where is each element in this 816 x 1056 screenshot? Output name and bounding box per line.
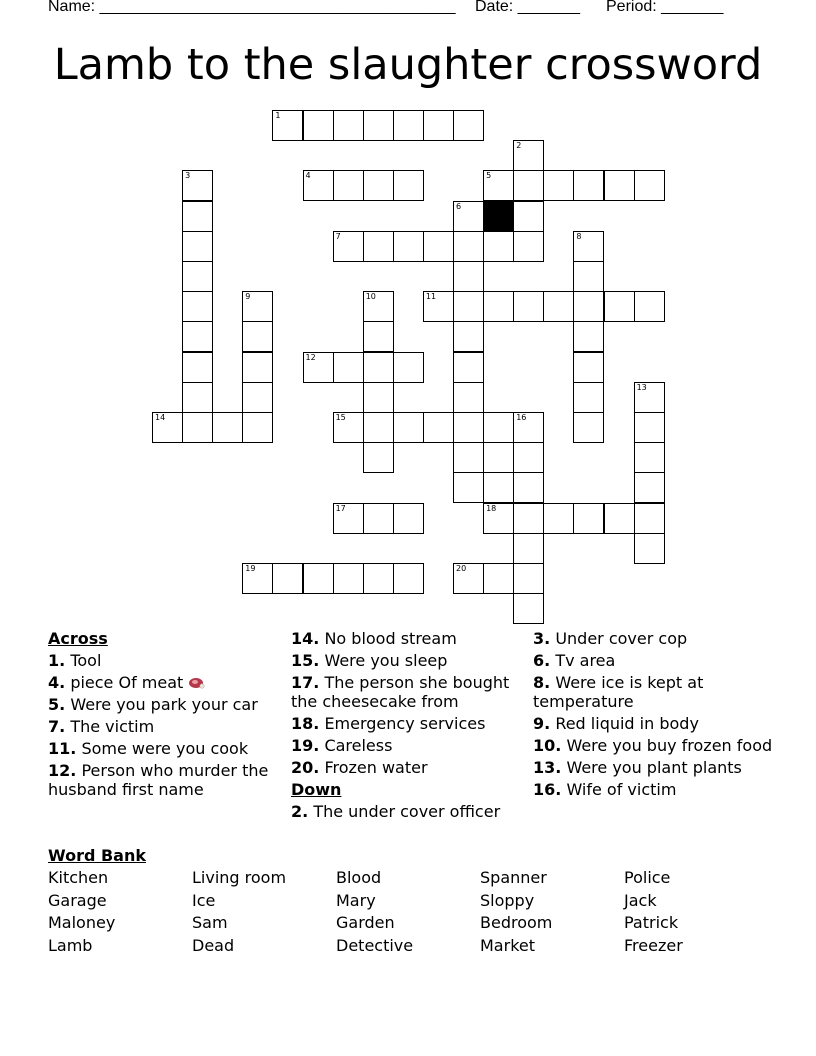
- word-bank-item: Dead: [192, 936, 235, 956]
- clue-number: 12.: [48, 761, 77, 780]
- crossword-cell[interactable]: [453, 201, 484, 232]
- crossword-cell[interactable]: [453, 563, 484, 594]
- clue-number-label: 5: [486, 171, 492, 181]
- clue-across-5: [48, 695, 280, 714]
- clue-number: 16.: [533, 780, 562, 799]
- word-bank-item: Market: [480, 936, 535, 956]
- word-bank-item: Maloney: [48, 913, 116, 933]
- word-bank-item: Sloppy: [480, 890, 535, 910]
- crossword-cell[interactable]: [513, 503, 544, 534]
- crossword-cell[interactable]: [363, 291, 394, 322]
- crossword-cell[interactable]: [393, 503, 424, 534]
- crossword-cell[interactable]: [513, 201, 544, 232]
- clue-text: Tv area: [555, 651, 616, 670]
- crossword-cell[interactable]: [604, 291, 635, 322]
- clue-number-label: 1: [275, 111, 281, 120]
- clue-text: The under cover officer: [313, 802, 501, 821]
- crossword-cell[interactable]: [152, 412, 183, 443]
- crossword-cell[interactable]: [242, 291, 273, 322]
- clue-text: Frozen water: [324, 758, 428, 777]
- clue-number: 3.: [533, 629, 551, 648]
- crossword-cell[interactable]: [363, 563, 394, 594]
- clue-text: Red liquid in body: [555, 714, 699, 733]
- crossword-cell[interactable]: [272, 110, 303, 141]
- crossword-cell[interactable]: [333, 563, 364, 594]
- crossword-cell[interactable]: [182, 261, 213, 292]
- clue-across-7: [48, 717, 280, 736]
- clue-number: 20.: [291, 758, 320, 777]
- word-bank-item: Police: [624, 868, 671, 887]
- word-bank-item: Garden: [336, 913, 395, 933]
- word-bank-title: Word Bank: [48, 846, 147, 865]
- word-bank-item: Detective: [336, 936, 414, 956]
- across-heading: Across: [48, 629, 108, 648]
- crossword-cell[interactable]: [453, 110, 484, 141]
- crossword-cell[interactable]: [182, 231, 213, 262]
- word-bank-item: Ice: [192, 890, 216, 910]
- crossword-cell[interactable]: [363, 352, 394, 383]
- clue-number: 1.: [48, 651, 66, 670]
- crossword-cell[interactable]: [182, 352, 213, 383]
- clue-across-17: [291, 673, 523, 711]
- crossword-cell[interactable]: [393, 170, 424, 201]
- word-bank-item: Sam: [192, 913, 228, 933]
- crossword-cell[interactable]: [513, 472, 544, 503]
- crossword-cell[interactable]: [303, 563, 334, 594]
- crossword-cell[interactable]: [543, 291, 574, 322]
- clue-number: 2.: [291, 802, 309, 821]
- crossword-cell[interactable]: [483, 231, 514, 262]
- clues-column-2: [291, 629, 523, 824]
- clue-number: 15.: [291, 651, 320, 670]
- word-bank-item: Living room: [192, 868, 287, 887]
- crossword-cell[interactable]: [573, 231, 604, 262]
- crossword-cell[interactable]: [333, 412, 364, 443]
- crossword-cell[interactable]: [363, 503, 394, 534]
- clue-number-label: 4: [305, 171, 311, 181]
- crossword-cell[interactable]: [513, 170, 544, 201]
- crossword-cell[interactable]: [182, 170, 213, 201]
- word-bank-item: Lamb: [48, 936, 93, 956]
- crossword-cell[interactable]: [393, 352, 424, 383]
- clue-number: 14.: [291, 629, 320, 648]
- clue-number: 4.: [48, 673, 66, 692]
- clue-number-label: 8: [576, 231, 582, 241]
- crossword-cell[interactable]: [483, 503, 514, 534]
- clue-text: Under cover cop: [555, 629, 688, 648]
- clue-down-3: [533, 629, 773, 648]
- word-bank-item: Patrick: [624, 913, 679, 933]
- clue-text: The person she bought the cheesecake from: [291, 673, 510, 711]
- clue-number: 10.: [533, 736, 562, 755]
- crossword-cell[interactable]: [242, 321, 273, 352]
- crossword-cell[interactable]: [393, 412, 424, 443]
- clue-number-label: 2: [516, 141, 522, 151]
- crossword-cell[interactable]: [513, 231, 544, 262]
- crossword-cell[interactable]: [453, 291, 484, 322]
- crossword-cell[interactable]: [182, 382, 213, 413]
- clue-number-label: 19: [245, 564, 256, 573]
- crossword-cell[interactable]: [423, 291, 454, 322]
- clue-down-2: [291, 802, 523, 821]
- crossword-cell[interactable]: [333, 352, 364, 383]
- clue-number-label: 7: [335, 231, 341, 241]
- clue-text: Were ice is kept at temperature: [533, 673, 704, 711]
- crossword-cell[interactable]: [212, 412, 243, 443]
- clues-column-3: [533, 629, 773, 802]
- crossword-cell[interactable]: [423, 110, 454, 141]
- clue-across-20: [291, 758, 523, 777]
- clue-down-16: [533, 780, 773, 799]
- clue-text: Careless: [324, 736, 393, 755]
- word-bank-item: Spanner: [480, 868, 547, 887]
- crossword-cell[interactable]: [453, 261, 484, 292]
- clue-number-label: 9: [245, 292, 251, 302]
- word-bank-item: Mary: [336, 890, 376, 910]
- crossword-cell[interactable]: [363, 382, 394, 413]
- crossword-cell[interactable]: [453, 231, 484, 262]
- name-field[interactable]: Name: ________________________________________: [48, 0, 456, 15]
- clue-number-label: 12: [305, 352, 316, 362]
- crossword-cell[interactable]: [303, 352, 334, 383]
- clue-down-9: [533, 714, 773, 733]
- crossword-cell[interactable]: [573, 170, 604, 201]
- clue-text: Were you park your car: [70, 695, 258, 714]
- clue-number-label: 3: [185, 171, 191, 181]
- clue-text: Were you sleep: [324, 651, 448, 670]
- crossword-cell[interactable]: [543, 503, 574, 534]
- clue-across-18: [291, 714, 523, 733]
- crossword-cell[interactable]: [483, 563, 514, 594]
- crossword-cell[interactable]: [573, 503, 604, 534]
- word-bank-item: Jack: [624, 890, 657, 910]
- crossword-cell[interactable]: [272, 563, 303, 594]
- clue-number-label: 6: [456, 201, 462, 211]
- crossword-cell[interactable]: [333, 110, 364, 141]
- crossword-cell[interactable]: [453, 352, 484, 383]
- crossword-cell[interactable]: [573, 412, 604, 443]
- clue-number-label: 13: [636, 382, 647, 392]
- crossword-cell[interactable]: [363, 321, 394, 352]
- crossword-cell[interactable]: [453, 442, 484, 473]
- crossword-cell[interactable]: [634, 442, 665, 473]
- crossword-cell[interactable]: [242, 352, 273, 383]
- crossword-cell[interactable]: [242, 412, 273, 443]
- crossword-cell[interactable]: [453, 321, 484, 352]
- clue-number-label: 14: [155, 413, 166, 422]
- clue-number-label: 18: [486, 503, 497, 513]
- clue-number: 8.: [533, 673, 551, 692]
- clue-across-19: [291, 736, 523, 755]
- crossword-cell[interactable]: [573, 321, 604, 352]
- clue-number: 19.: [291, 736, 320, 755]
- crossword-block-cell: [483, 201, 514, 232]
- period-field[interactable]: Period: _______: [606, 0, 724, 15]
- crossword-cell[interactable]: [634, 533, 665, 564]
- clue-down-13: [533, 758, 773, 777]
- crossword-cell[interactable]: [242, 563, 273, 594]
- clue-number: 6.: [533, 651, 551, 670]
- crossword-cell[interactable]: [363, 170, 394, 201]
- clue-text: Were you buy frozen food: [566, 736, 773, 755]
- clue-number-label: 17: [335, 503, 346, 513]
- crossword-cell[interactable]: [513, 291, 544, 322]
- crossword-cell[interactable]: [573, 352, 604, 383]
- crossword-cell[interactable]: [634, 382, 665, 413]
- crossword-cell[interactable]: [513, 412, 544, 443]
- page-title: Lamb to the slaughter crossword: [53, 40, 763, 90]
- crossword-cell[interactable]: [363, 412, 394, 443]
- clue-across-14: [291, 629, 523, 648]
- crossword-cell[interactable]: [393, 110, 424, 141]
- crossword-cell[interactable]: [513, 442, 544, 473]
- date-field[interactable]: Date: _______: [475, 0, 580, 15]
- crossword-cell[interactable]: [333, 231, 364, 262]
- crossword-cell[interactable]: [634, 170, 665, 201]
- word-bank-item: Garage: [48, 890, 107, 910]
- crossword-cell[interactable]: [393, 231, 424, 262]
- crossword-cell[interactable]: [634, 472, 665, 503]
- clue-number: 9.: [533, 714, 551, 733]
- crossword-cell[interactable]: [483, 472, 514, 503]
- crossword-cell[interactable]: [513, 563, 544, 594]
- crossword-cell[interactable]: [363, 442, 394, 473]
- clue-across-1: [48, 651, 280, 670]
- clue-across-15: [291, 651, 523, 670]
- crossword-cell[interactable]: [333, 503, 364, 534]
- clue-number-label: 11: [425, 292, 437, 302]
- clue-number: 17.: [291, 673, 320, 692]
- clue-number-label: 16: [516, 413, 527, 422]
- word-bank-item: Freezer: [624, 936, 683, 956]
- clue-text: Emergency services: [324, 714, 486, 733]
- word-bank-item: Kitchen: [48, 868, 109, 887]
- crossword-cell[interactable]: [303, 170, 334, 201]
- crossword-cell[interactable]: [333, 170, 364, 201]
- crossword-cell[interactable]: [634, 291, 665, 322]
- clue-text: The victim: [70, 717, 155, 736]
- crossword-cell[interactable]: [182, 412, 213, 443]
- clue-down-6: [533, 651, 773, 670]
- clue-number: 13.: [533, 758, 562, 777]
- crossword-cell[interactable]: [363, 231, 394, 262]
- crossword-cell[interactable]: [604, 503, 635, 534]
- clue-across-12: [48, 761, 280, 799]
- crossword-cell[interactable]: [483, 291, 514, 322]
- clue-text: Person who murder the husband first name: [48, 761, 269, 799]
- crossword-cell[interactable]: [182, 291, 213, 322]
- crossword-cell[interactable]: [453, 472, 484, 503]
- crossword-cell[interactable]: [182, 321, 213, 352]
- clue-across-11: [48, 739, 280, 758]
- word-bank-item: Blood: [336, 868, 382, 887]
- crossword-cell[interactable]: [303, 110, 334, 141]
- down-heading: Down: [291, 780, 342, 799]
- clue-down-10: [533, 736, 773, 755]
- crossword-cell[interactable]: [393, 563, 424, 594]
- clue-number: 7.: [48, 717, 66, 736]
- word-bank-item: Bedroom: [480, 913, 553, 933]
- crossword-cell[interactable]: [543, 170, 574, 201]
- clue-text: Some were you cook: [81, 739, 249, 758]
- meat-icon: [187, 676, 205, 690]
- crossword-cell[interactable]: [182, 201, 213, 232]
- clue-number-label: 15: [335, 413, 346, 422]
- crossword-cell[interactable]: [483, 170, 514, 201]
- crossword-cell[interactable]: [423, 231, 454, 262]
- crossword-cell[interactable]: [363, 110, 394, 141]
- clue-number: 11.: [48, 739, 77, 758]
- crossword-cell[interactable]: [453, 382, 484, 413]
- clue-number-label: 10: [365, 292, 376, 302]
- clue-text: Tool: [70, 651, 102, 670]
- clue-across-4: [48, 673, 280, 692]
- clue-text: piece Of meat: [70, 673, 184, 692]
- crossword-cell[interactable]: [573, 261, 604, 292]
- crossword-cell[interactable]: [604, 170, 635, 201]
- crossword-cell[interactable]: [242, 382, 273, 413]
- crossword-cell[interactable]: [483, 412, 514, 443]
- crossword-cell[interactable]: [573, 382, 604, 413]
- crossword-cell[interactable]: [513, 140, 544, 171]
- crossword-cell[interactable]: [634, 503, 665, 534]
- crossword-cell[interactable]: [513, 533, 544, 564]
- crossword-cell[interactable]: [453, 412, 484, 443]
- clue-text: No blood stream: [324, 629, 457, 648]
- clue-number: 18.: [291, 714, 320, 733]
- clue-number-label: 20: [456, 564, 467, 573]
- clue-number: 5.: [48, 695, 66, 714]
- clue-down-8: [533, 673, 773, 711]
- crossword-cell[interactable]: [634, 412, 665, 443]
- crossword-cell[interactable]: [573, 291, 604, 322]
- clue-text: Wife of victim: [566, 780, 677, 799]
- clue-text: Were you plant plants: [566, 758, 742, 777]
- crossword-cell[interactable]: [513, 593, 544, 624]
- crossword-cell[interactable]: [423, 412, 454, 443]
- clues-column-1: [48, 629, 280, 802]
